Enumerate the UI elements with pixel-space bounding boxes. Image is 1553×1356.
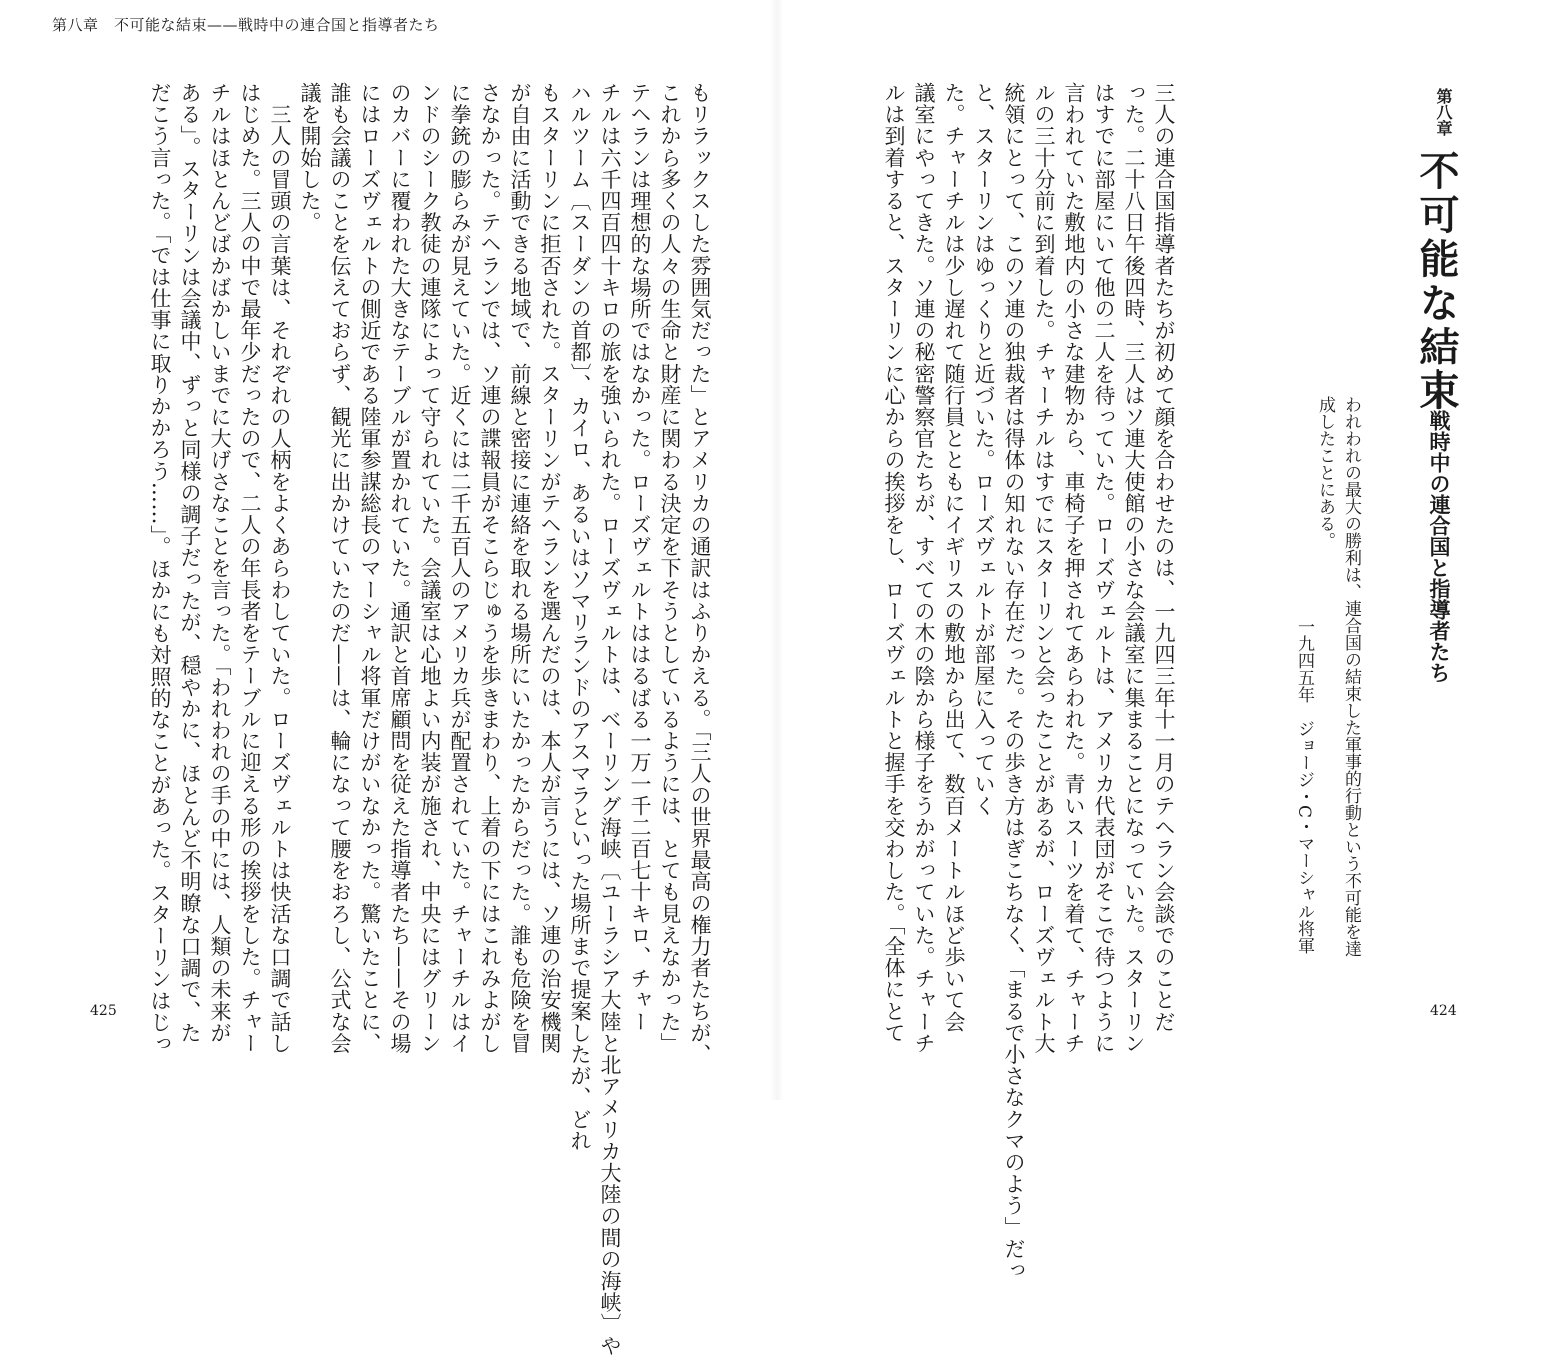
chapter-subtitle: ——戦時中の連合国と指導者たち	[1427, 368, 1452, 683]
body-line: 議室にやってきた。ソ連の秘密警察官たちが、すべての木の陰から様子をうかがっていた。チャーチ	[912, 82, 936, 1054]
chapter-label: 第八章	[1434, 88, 1453, 136]
body-line: が自由に活動できる地域で、前線と密接に連絡を取れる場所にいたかったからだった。誰も危険を冒	[508, 82, 532, 1054]
body-line: た。チャーチルは少し遅れて随行員とともにイギリスの敷地から出て、数百メートルほど歩いて会	[942, 82, 966, 1033]
body-line: チルは六千四百四十キロの旅を強いられた。ローズヴェルトは、ベーリング海峡〔ユーラシア大陸と北アメリカ大陸の間の海峡〕や	[598, 82, 622, 1356]
body-line: テヘランは理想的な場所ではなかった。ローズヴェルトははるばる一万一千二百七十キロ、チャー	[628, 82, 652, 1033]
right-page-body	[849, 82, 1179, 1282]
body-line: 言われていた敷地内の小さな建物から、車椅子を押されてあらわれた。青いスーツを着て、チャーチ	[1062, 82, 1086, 1054]
body-line: 三人の連合国指導者たちが初めて顔を合わせたのは、一九四三年十一月のテヘラン会談でのことだ	[1152, 82, 1176, 1033]
body-line: 統領にとって、このソ連の独裁者は得体の知れない存在だった。その歩き方はぎこちなく、「まるで小さなクマのよう」だっ	[1002, 82, 1026, 1282]
epigraph-line: 成したことにある。	[1315, 396, 1335, 549]
body-line: 三人の冒頭の言葉は、それぞれの人柄をよくあらわしていた。ローズヴェルトは快活な口調で話し	[268, 82, 292, 1054]
body-line: はすでに部屋にいて他の二人を待っていた。ローズヴェルトは、アメリカ代表団がそこで待つように	[1092, 82, 1116, 1054]
epigraph	[1312, 396, 1364, 957]
epigraph-attribution: 一九四五年 ジョージ・C・マーシャル将軍	[1294, 618, 1314, 955]
gutter	[770, 0, 784, 1100]
body-line: った。二十八日午後四時、三人はソ連大使館の小さな会議室に集まることになっていた。スターリン	[1122, 82, 1146, 1054]
epigraph-line: われわれの最大の勝利は、連合国の結束した軍事的行動という不可能を達	[1341, 396, 1361, 957]
body-line: 誰も会議のことを伝えておらず、観光に出かけていたのだ——は、輪になって腰をおろし、公式な会	[328, 82, 352, 1054]
body-line: さなかった。テヘランでは、ソ連の諜報員がそこらじゅうを歩きまわり、上着の下にはこれみよがし	[478, 82, 502, 1054]
page-number-left: 425	[90, 1003, 117, 1019]
body-line: だこう言った。「では仕事に取りかかろう……」。ほかにも対照的なことがあった。スターリンはじっ	[148, 82, 172, 1055]
running-head: 第八章 不可能な結束——戦時中の連合国と指導者たち	[52, 16, 440, 34]
body-line: これから多くの人々の生命と財産に関わる決定を下そうとしているようには、とても見えなかった」	[658, 82, 682, 1054]
body-line: チルはほとんどばかばかしいまでに大げさなことを言った。「われわれの手の中には、人類の未来が	[208, 82, 232, 1044]
body-line: ある」。スターリンは会議中、ずっと同様の調子だったが、穏やかに、ほとんど不明瞭な口調で、た	[178, 82, 202, 1044]
body-line: はじめた。三人の中で最年少だったので、二人の年長者をテーブルに迎える形の挨拶をした。チャー	[238, 82, 262, 1054]
body-line: と、スターリンはゆっくりと近づいた。ローズヴェルトが部屋に入っていく	[972, 82, 996, 817]
body-line: ルの三十分前に到着した。チャーチルはすでにスターリンと会ったことがあるが、ローズヴェルト大	[1032, 82, 1056, 1054]
body-line: のカバーに覆われた大きなテーブルが置かれていた。通訳と首席顧問を従えた指導者たち——その場	[388, 82, 412, 1054]
chapter-title: 不可能な結束	[1413, 150, 1460, 414]
body-line: ンドのシーク教徒の連隊によって守られていた。会議室は心地よい内装が施され、中央にはグリーン	[418, 82, 442, 1054]
body-line: ルは到着すると、スターリンに心からの挨拶をし、ローズヴェルトと握手を交わした。「全体にとて	[882, 82, 906, 1044]
body-line: に拳銃の膨らみが見えていた。近くには二千五百人のアメリカ兵が配置されていた。チャーチルはイ	[448, 82, 472, 1054]
page-number-right: 424	[1430, 1003, 1457, 1019]
body-line: 議を開始した。	[298, 82, 322, 234]
body-line: ハルツーム〔スーダンの首都〕、カイロ、あるいはソマリランドのアスマラといった場所まで提案したが、どれ	[568, 82, 592, 1152]
body-line: にはローズヴェルトの側近である陸軍参謀総長のマーシャル将軍だけがいなかった。驚いたことに、	[358, 82, 382, 1054]
body-line: もスターリンに拒否された。スターリンがテヘランを選んだのは、本人が言うには、ソ連の治安機関	[538, 82, 562, 1054]
body-line: もリラックスした雰囲気だった」とアメリカの通訳はふりかえる。「三人の世界最高の権力者たちが、	[688, 82, 712, 1066]
